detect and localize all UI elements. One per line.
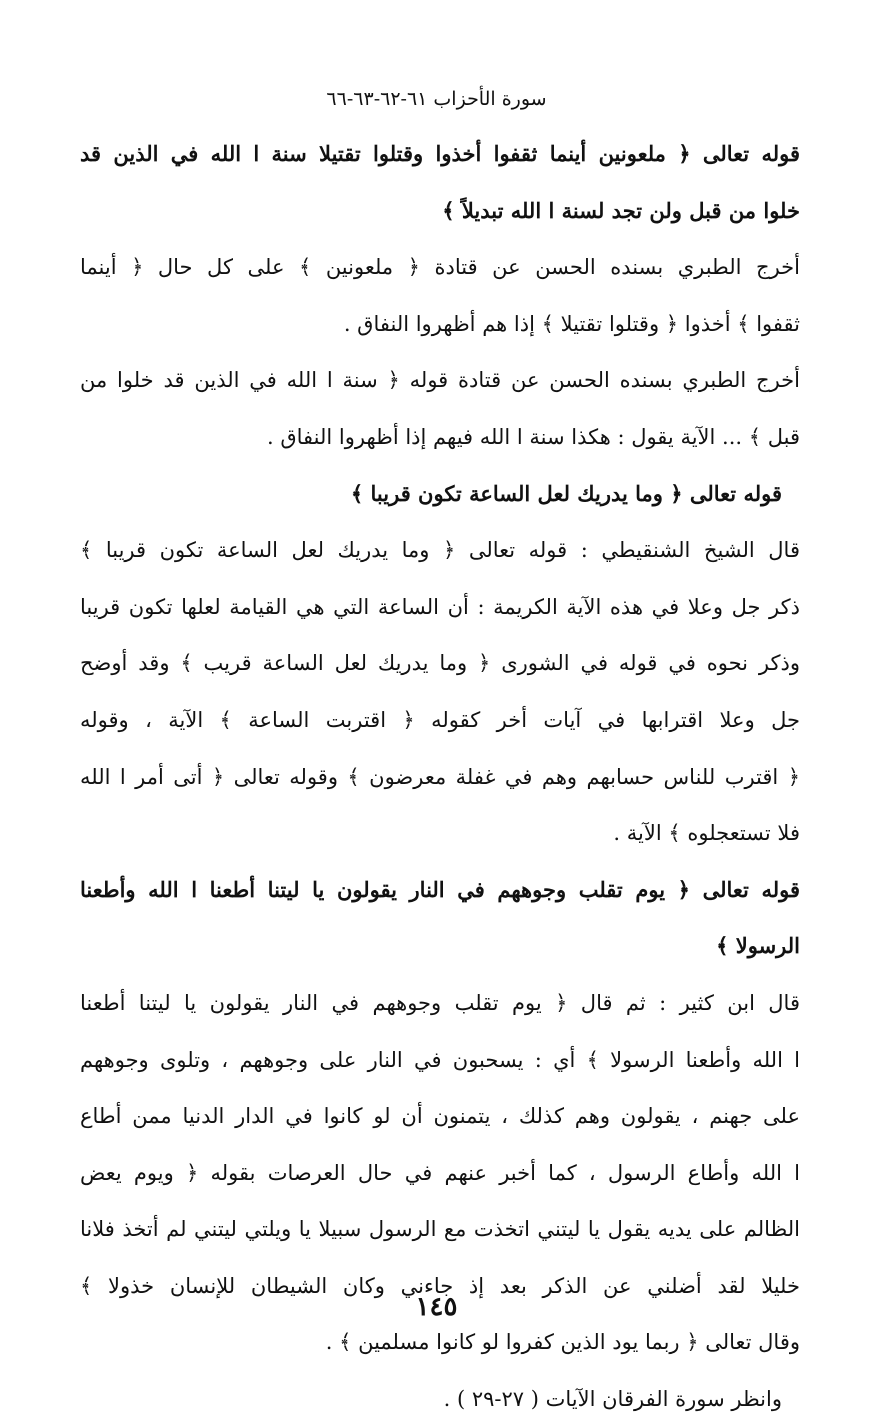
verse-heading-continued: الرسولا ﴾ bbox=[716, 933, 800, 959]
text-line: جل وعلا اقترابها في آيات أخر كقوله ﴿ اقتربت الساعة ﴾ الآية ، وقوله bbox=[80, 707, 800, 732]
text-line: وانظر سورة الفرقان الآيات ( ٢٧-٢٩ ) . bbox=[443, 1387, 782, 1412]
text-line: قبل ﴾ ... الآية يقول : هكذا سنة ا الله فيهم إذا أظهروا النفاق . bbox=[266, 424, 800, 449]
text-line: قال ابن كثير : ثم قال ﴿ يوم تقلب وجوههم في النار يقولون يا ليتنا أطعنا bbox=[80, 990, 800, 1015]
verse-heading: قوله تعالى ﴿ يوم تقلب وجوههم في النار يقولون يا ليتنا أطعنا ا الله وأطعنا bbox=[80, 876, 800, 902]
text-line: فلا تستعجلوه ﴾ الآية . bbox=[613, 821, 800, 846]
page-number: ١٤٥ bbox=[415, 1292, 458, 1322]
text-line: الظالم على يديه يقول يا ليتني اتخذت مع الرسول سبيلا يا ويلتي ليتني لم أتخذ فلانا bbox=[80, 1217, 800, 1242]
text-line: ا الله وأطاع الرسول ، كما أخبر عنهم في حال العرصات بقوله ﴿ ويوم يعض bbox=[80, 1160, 800, 1185]
text-line: ا الله وأطعنا الرسولا ﴾ أي : يسحبون في النار على وجوههم ، وتلوى وجوههم bbox=[80, 1047, 800, 1072]
text-line: وذكر نحوه في قوله في الشورى ﴿ وما يدريك لعل الساعة قريب ﴾ وقد أوضح bbox=[80, 651, 800, 676]
text-line: ثقفوا ﴾ أخذوا ﴿ وقتلوا تقتيلا ﴾ إذا هم أظهروا النفاق . bbox=[343, 311, 800, 336]
text-line: وقال تعالى ﴿ ربما يود الذين كفروا لو كانوا مسلمين ﴾ . bbox=[325, 1330, 800, 1355]
text-line: ﴿ اقترب للناس حسابهم وهم في غفلة معرضون ﴾ وقوله تعالى ﴿ أتى أمر ا الله bbox=[80, 764, 800, 789]
verse-heading: قوله تعالى ﴿ ملعونين أينما ثقفوا أخذوا وقتلوا تقتيلا سنة ا الله في الذين قد bbox=[80, 141, 800, 166]
page-body bbox=[80, 126, 800, 1428]
verse-heading-continued: خلوا من قبل ولن تجد لسنة ا الله تبديلاً ﴾ bbox=[442, 197, 800, 223]
text-line: ذكر جل وعلا في هذه الآية الكريمة : أن الساعة التي هي القيامة لعلها تكون قريبا bbox=[80, 594, 800, 619]
text-line: على جهنم ، يقولون وهم كذلك ، يتمنون أن لو كانوا في الدار الدنيا ممن أطاع bbox=[80, 1104, 800, 1129]
text-line: خليلا لقد أضلني عن الذكر بعد إذ جاءني وكان الشيطان للإنسان خذولا ﴾ bbox=[80, 1273, 800, 1298]
text-line: أخرج الطبري بسنده الحسن عن قتادة ﴿ ملعونين ﴾ على كل حال ﴿ أينما bbox=[80, 255, 800, 280]
verse-heading: قوله تعالى ﴿ وما يدريك لعل الساعة تكون قريبا ﴾ bbox=[350, 480, 782, 506]
text-line: أخرج الطبري بسنده الحسن عن قتادة قوله ﴿ سنة ا الله في الذين قد خلوا من bbox=[80, 368, 800, 393]
running-header: سورة الأحزاب ٦١-٦٢-٦٣-٦٦ bbox=[326, 88, 547, 110]
text-line: قال الشيخ الشنقيطي : قوله تعالى ﴿ وما يدريك لعل الساعة تكون قريبا ﴾ bbox=[80, 538, 800, 563]
